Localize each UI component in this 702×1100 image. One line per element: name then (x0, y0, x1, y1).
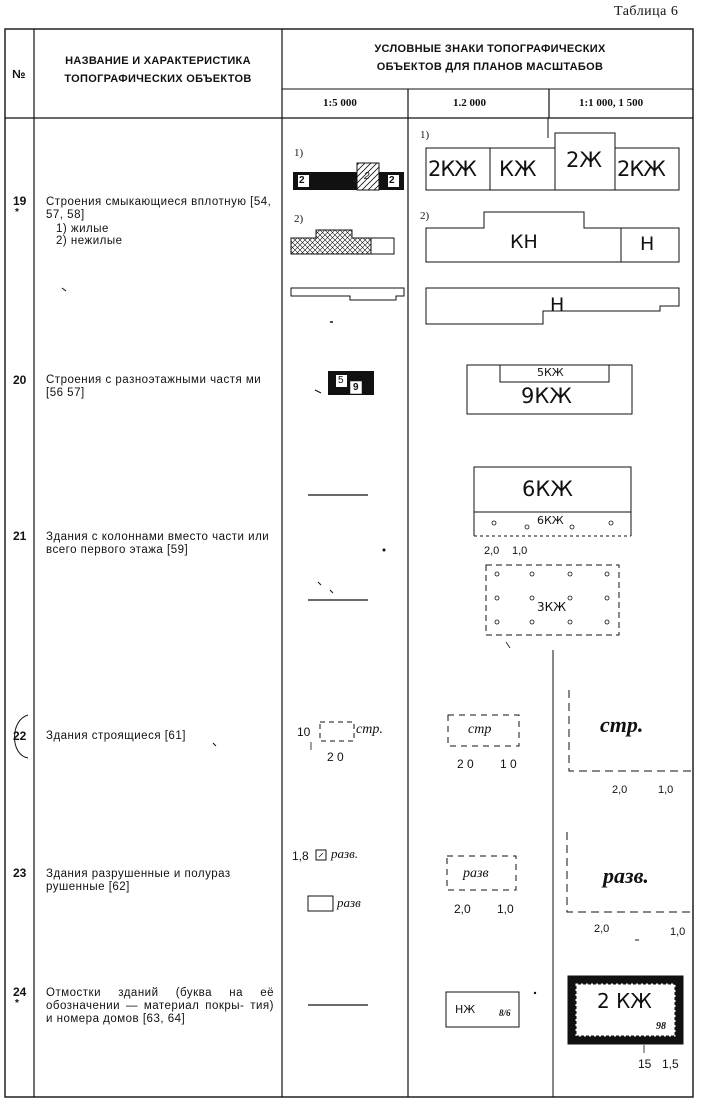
r23-s2000-dim-a: 2,0 (454, 902, 471, 916)
r23-s5000-box (308, 896, 333, 911)
r19-s5000-outline (291, 288, 404, 300)
r19-s5000-label2: 2) (294, 213, 304, 225)
r23-s2000-label: разв (463, 866, 489, 881)
header-no: № (12, 67, 26, 81)
r23-s1000-dim-a: 2,0 (594, 923, 610, 935)
row-19-title: Строения смыкающиеся вплотную [54, 57, 58] (46, 196, 272, 221)
row-22-title: Здания строящиеся [61] (46, 730, 186, 742)
header-scale-1000: 1:1 000, 1 500 (579, 97, 644, 109)
r20-s5000-a: 5 (338, 375, 344, 386)
r22-s5000-dim-b: 2 0 (327, 750, 344, 764)
row-19-sub2: 2) нежилые (56, 235, 123, 247)
r22-s2000-dim-b: 1 0 (500, 757, 517, 771)
r22-s1000-label: стр. (600, 712, 644, 737)
r22-s2000-label: стр (468, 722, 492, 737)
row-23-title: Здания разрушенные и полураз рушенные [62] (46, 868, 231, 893)
r24-s1000-label: 2 КЖ (597, 989, 652, 1013)
r24-s1000-num: 98 (656, 1021, 666, 1032)
r19-s2000-label1: 1) (420, 129, 430, 141)
r19-s5000-living (293, 163, 404, 190)
r19-b2: КЖ (499, 157, 537, 181)
header-name-col: НАЗВАНИЕ И ХАРАКТЕРИСТИКА ТОПОГРАФИЧЕСКИХ ОБЪЕКТОВ (64, 55, 252, 85)
r24-s1000-dim-a: 15 (638, 1057, 652, 1071)
row-21-title: Здания с колоннами вместо части или всего первого этажа [59] (46, 531, 270, 556)
r21-dim-a: 2,0 (484, 545, 500, 557)
r23-s2000-dim-b: 1,0 (497, 902, 514, 916)
r19-b7: Н (550, 294, 565, 316)
r22-s1000-dim-b: 1,0 (658, 784, 674, 796)
r19-s5000-label1: 1) (294, 147, 304, 159)
header-symbols-col: УСЛОВНЫЕ ЗНАКИ ТОПОГРАФИЧЕСКИХ ОБЪЕКТОВ ДЛЯ ПЛАНОВ МАСШТАБОВ (374, 43, 606, 73)
r21-mid: 6КЖ (537, 514, 564, 527)
r20-top: 5КЖ (537, 366, 564, 379)
row-21-no: 21 (13, 529, 27, 543)
row-20-no: 20 (13, 373, 27, 387)
row-19-no: 19 (13, 194, 27, 208)
r20-s5000 (328, 371, 374, 395)
r19-s5000-n3: 2 (389, 175, 395, 186)
r19-s2000-label2: 2) (420, 210, 430, 222)
row-23-no: 23 (13, 866, 27, 880)
row-22-no: 22 (13, 729, 27, 743)
r20-bottom: 9КЖ (521, 384, 572, 408)
row-24-star: * (15, 998, 19, 1009)
r19-b4: 2КЖ (617, 157, 665, 181)
row-19-star: * (15, 207, 19, 218)
header-scale-5000: 1:5 000 (323, 97, 357, 109)
r19-s5000-n1: 2 (299, 175, 305, 186)
row-20-title: Строения с разноэтажными частя ми [56 57] (46, 374, 262, 399)
r23-s1000-label: разв. (603, 863, 649, 888)
r24-s2000-num: 8/6 (499, 1008, 511, 1018)
r24-s1000-dim-b: 1,5 (662, 1057, 679, 1071)
r19-s5000-n2: 2 (364, 171, 370, 182)
r19-b5: КН (510, 231, 538, 253)
r21-top: 6КЖ (522, 477, 573, 501)
r23-s5000-label2: разв (337, 895, 361, 910)
r24-s2000-label: НЖ (455, 1003, 476, 1016)
r23-s5000-label1: разв. (331, 846, 358, 861)
r22-s1000-dim-a: 2,0 (612, 784, 628, 796)
r22-s5000-dim-a: 10 (297, 725, 311, 739)
r21-dotted-label: 3КЖ (537, 600, 567, 614)
r22-s2000-dim-a: 2 0 (457, 757, 474, 771)
r22-s5000-box (320, 722, 354, 741)
r20-s5000-b: 9 (353, 382, 359, 393)
row-19-sub1: 1) жилые (56, 223, 109, 235)
r23-s1000-dim-b: 1,0 (670, 926, 686, 938)
r23-s5000-dim: 1,8 (292, 849, 309, 863)
r19-b3: 2Ж (566, 148, 602, 172)
r19-b6: Н (640, 233, 655, 255)
r19-s5000-nonliving (291, 230, 394, 254)
row-24-title: Отмостки зданий (буква на её обозначении — материал покры- тия) и номера домов [63, 64] (46, 987, 274, 1025)
r21-dim-b: 1,0 (512, 545, 528, 557)
header-scale-2000: 1.2 000 (453, 97, 486, 109)
r19-b1: 2КЖ (428, 157, 476, 181)
row-24-no: 24 (13, 985, 27, 999)
r22-s5000-label: стр. (356, 722, 383, 737)
table-label: Таблица 6 (614, 4, 679, 19)
